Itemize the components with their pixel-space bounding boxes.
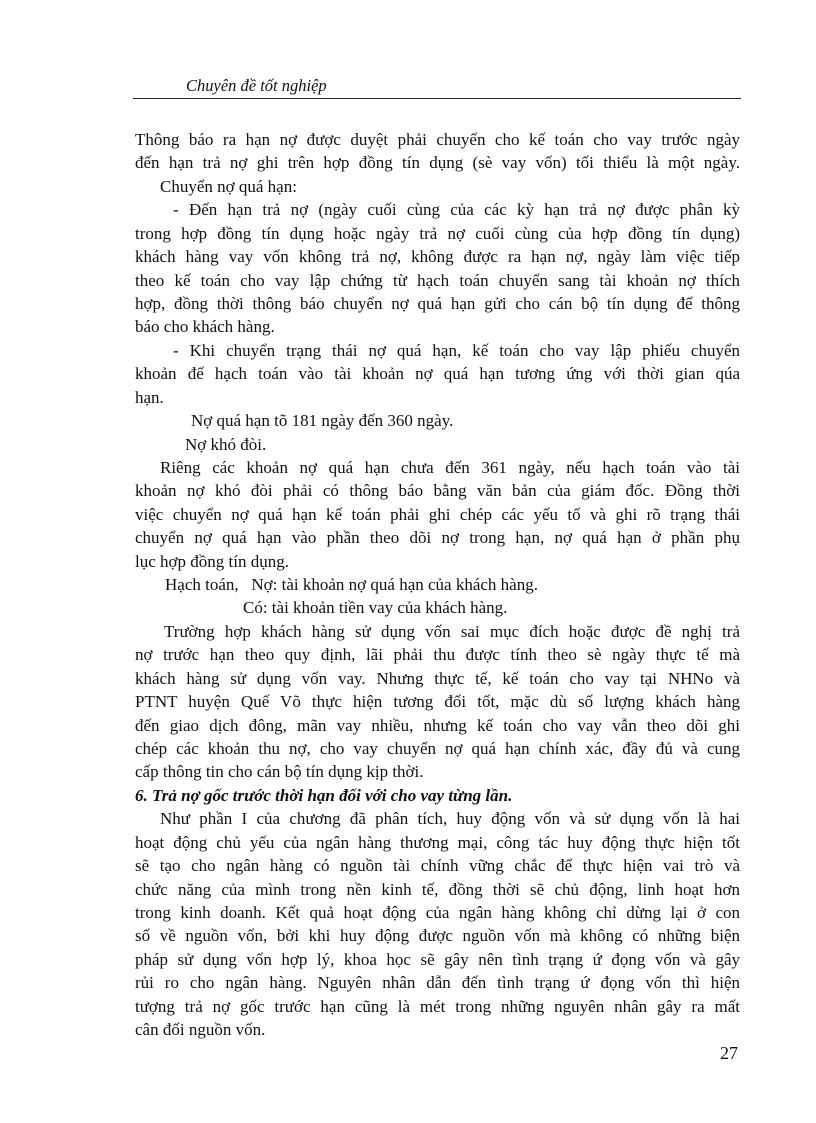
text-line: khách hàng sử dụng vốn vay. Nhưng thực tế, kế toán cho vay tại NHNo và	[135, 668, 740, 688]
text-line: rủi ro cho ngân hàng. Nguyên nhân dẫn đến tình trạng ứ đọng vốn thì hiện	[135, 973, 740, 993]
text-line: lục hợp đồng tín dụng.	[135, 551, 289, 571]
text-line: cân đối nguồn vốn.	[135, 1020, 266, 1039]
text-line: Nợ quá hạn tõ 181 ngày đến 360 ngày.	[191, 411, 454, 431]
text-line: Riêng các khoản nợ quá hạn chưa đến 361 ngày, nếu hạch toán vào tài	[160, 457, 740, 477]
text-line: Hạch toán, Nợ: tài khoản nợ quá hạn của khách hàng.	[165, 575, 538, 594]
text-line: Có: tài khoản tiền vay của khách hàng.	[243, 598, 508, 618]
text-line: nợ trước hạn theo quy định, lãi phải thu được tính theo sè ngày thực tế mà	[135, 645, 740, 665]
text-line: cấp thông tin cho cán bộ tín dụng kịp thời.	[135, 762, 424, 782]
text-line: trong hợp đồng tín dụng hoặc ngày trả nợ cuối cùng của hợp đồng tín dụng)	[135, 223, 740, 243]
running-header: Chuyên đề tốt nghiệp	[186, 76, 327, 95]
text-line: chức năng của mình trong nền kinh tế, đồng thời sẽ chủ động, linh hoạt hơn	[135, 879, 740, 899]
text-line: - Đến hạn trả nợ (ngày cuối cùng của các kỳ hạn trả nợ được phân kỳ	[173, 200, 740, 220]
page-number: 27	[720, 1043, 738, 1063]
text-line: Thông báo ra hạn nợ được duyệt phải chuyển cho kế toán cho vay trước ngày	[135, 130, 740, 149]
text-line: chép các khoản thu nợ, cho vay chuyển nợ quá hạn chính xác, đầy đủ và cung	[135, 738, 740, 758]
text-line: Chuyển nợ quá hạn:	[160, 176, 297, 196]
text-line: đến giao dịch đông, mãn vay nhiều, nhưng kế toán cho vay vẫn theo dõi ghi	[135, 715, 740, 735]
text-line: PTNT huyện Quế Võ thực hiện tương đối tốt, mặc dù số lượng khách hàng	[135, 692, 740, 712]
section-heading: 6. Trả nợ gốc trước thời hạn đối với cho vay từng lần.	[135, 785, 513, 805]
text-line: Như phần I của chương đã phân tích, huy động vốn và sử dụng vốn là hai	[160, 809, 740, 829]
text-line: khoản để hạch toán vào tài khoản nợ quá hạn tương ứng với thời gian qúa	[135, 364, 740, 384]
text-line: Nợ khó đòi.	[185, 434, 267, 454]
text-line: sẽ tạo cho ngân hàng có nguồn tài chính vững chắc để thực hiện vai trò và	[135, 856, 740, 876]
text-line: hoạt động chủ yếu của ngân hàng thương mại, công tác huy động thực hiện tốt	[135, 832, 740, 852]
text-line: - Khi chuyển trạng thái nợ quá hạn, kế toán cho vay lập phiếu chuyển	[173, 340, 740, 360]
text-line: việc chuyển nợ quá hạn kế toán phải ghi chép các yếu tố và ghi rõ trạng thái	[135, 504, 740, 524]
text-line: tượng trả nợ gốc trước hạn cũng là mét trong những nguyên nhân gây ra mất	[135, 996, 740, 1016]
text-line: hạn.	[135, 387, 164, 407]
text-line: khoản nợ khó đòi phải có thông báo bằng văn bản của giám đốc. Đồng thời	[135, 481, 740, 501]
text-line: theo kế toán cho vay lập chứng từ hạch toán chuyển sang tài khoản nợ thích	[135, 270, 740, 290]
text-line: pháp sử dụng vốn hợp lý, khoa học sẽ gây nên tình trạng ứ đọng vốn và gây	[135, 949, 740, 969]
text-line: chuyển nợ quá hạn vào phần theo dõi nợ trong hạn, nợ quá hạn ở phần phụ	[135, 528, 740, 548]
header-rule	[133, 98, 741, 99]
text-line: khách hàng vay vốn không trả nợ, không được ra hạn nợ, ngày làm việc tiếp	[135, 247, 740, 267]
text-line: hợp, đồng thời thông báo chuyển nợ quá hạn gửi cho cán bộ tín dụng để thông	[135, 293, 740, 313]
text-line: đến hạn trả nợ ghi trên hợp đồng tín dụng (sè vay vốn) tối thiểu là một ngày.	[135, 153, 740, 173]
text-line: trong kinh doanh. Kết quả hoạt động của ngân hàng không chỉ dừng lại ở con	[135, 902, 740, 922]
text-line: báo cho khách hàng.	[135, 317, 275, 337]
text-line: Trường hợp khách hàng sử dụng vốn sai mục đích hoặc được đề nghị trả	[164, 621, 740, 641]
text-line: số về nguồn vốn, bởi khi huy động được nguồn vốn mà không có những biện	[135, 926, 740, 946]
